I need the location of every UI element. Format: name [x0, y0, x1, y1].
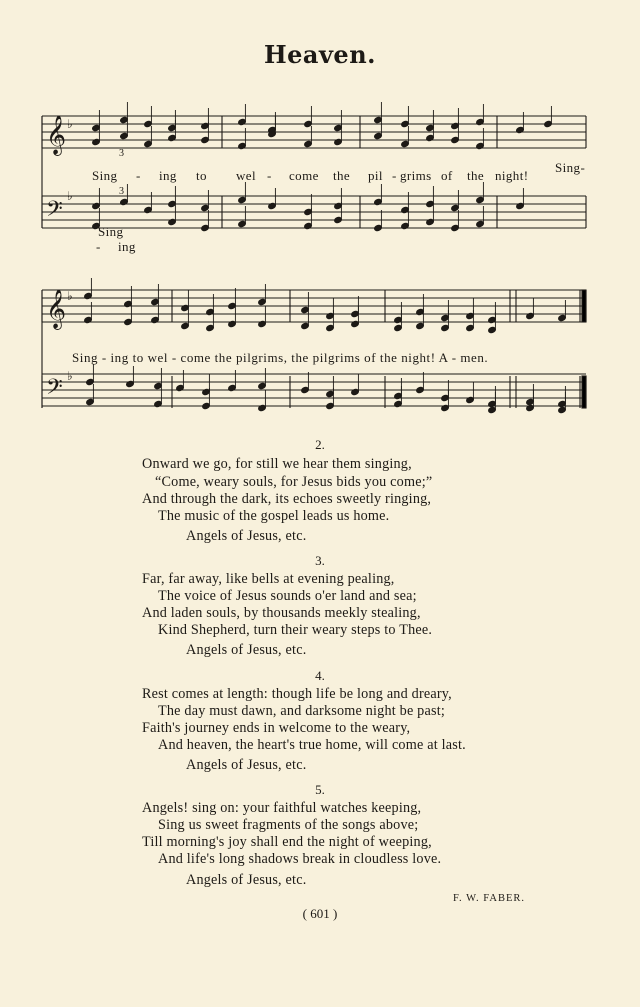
- lyric-line-system2: Sing - ing to wel - come the pilgrims, the pilgrims of the night! A - men.: [72, 350, 489, 365]
- verse-refrain: Angels of Jesus, etc.: [186, 528, 307, 544]
- verse-line: And laden souls, by thousands meekly stealing,: [142, 605, 421, 621]
- author-credit: F. W. FABER.: [453, 893, 525, 904]
- lyric-bass-sing: Sing: [98, 224, 124, 239]
- lyric-of: of: [441, 168, 453, 183]
- bass-clef-icon: 𝄢: [46, 197, 63, 227]
- verse-refrain: Angels of Jesus, etc.: [186, 642, 307, 658]
- verse-refrain: Angels of Jesus, etc.: [186, 872, 307, 888]
- verse-line: And life's long shadows break in cloudless love.: [158, 851, 442, 867]
- verse-line: And through the dark, its echoes sweetly ringing,: [142, 491, 432, 507]
- verse-line: Kind Shepherd, turn their weary steps to Thee.: [158, 622, 433, 638]
- lyric-grims: grims: [400, 168, 432, 183]
- verse-line: Onward we go, for still we hear them singing,: [142, 456, 412, 472]
- verse-number: 4.: [315, 668, 325, 683]
- hymn-title: Heaven.: [263, 40, 376, 69]
- verse-line: The day must dawn, and darksome night be past;: [158, 703, 445, 719]
- triplet-mark: 3: [119, 148, 125, 159]
- verse-line: Sing us sweet fragments of the songs above;: [158, 817, 419, 833]
- flat-icon: ♭: [67, 117, 73, 131]
- verse-number: 2.: [315, 437, 325, 452]
- flat-icon: ♭: [67, 189, 73, 203]
- verse-line: The music of the gospel leads us home.: [158, 508, 390, 524]
- verse-line: Angels! sing on: your faithful watches keeping,: [142, 800, 422, 816]
- lyric-hyphen: -: [392, 168, 397, 183]
- lyric-the: the: [333, 168, 351, 183]
- verse-refrain: Angels of Jesus, etc.: [186, 757, 307, 773]
- bass-clef-icon: 𝄢: [46, 375, 63, 405]
- lyric-to: to: [196, 168, 207, 183]
- verse-line: Till morning's joy shall end the night of weeping,: [142, 834, 432, 850]
- verse-line: Faith's journey ends in welcome to the weary,: [142, 720, 411, 736]
- lyric-ing: ing: [159, 168, 177, 183]
- lyric-sing: Sing: [92, 168, 118, 183]
- verse-line: The voice of Jesus sounds o'er land and sea;: [158, 588, 417, 604]
- lyric-come: come: [289, 168, 319, 183]
- triplet-mark: 3: [119, 186, 125, 197]
- lyric-night: night!: [495, 168, 529, 183]
- flat-icon: ♭: [67, 369, 73, 383]
- lyric-the: the: [467, 168, 485, 183]
- page-number: ( 601 ): [302, 906, 338, 921]
- lyric-hyphen: -: [136, 168, 141, 183]
- lyric-wel: wel: [236, 168, 256, 183]
- verse-number: 5.: [315, 782, 325, 797]
- lyric-sing-pickup: Sing-: [555, 160, 586, 175]
- lyric-bass-ing: ing: [118, 239, 136, 254]
- verse-line: Far, far away, like bells at evening pealing,: [142, 571, 395, 587]
- treble-clef-icon: 𝄞: [46, 115, 67, 155]
- treble-clef-icon: 𝄞: [46, 289, 67, 329]
- verse-line: And heaven, the heart's true home, will come at last.: [158, 737, 466, 753]
- flat-icon: ♭: [67, 289, 73, 303]
- verse-line: Rest comes at length: though life be long and dreary,: [142, 686, 452, 702]
- sheet-music: [0, 0, 640, 440]
- final-barline: [582, 290, 586, 322]
- lyric-bass-hyphen: -: [96, 239, 101, 254]
- lyric-pil: pil: [368, 168, 383, 183]
- final-barline: [582, 376, 586, 408]
- verse-line: “Come, weary souls, for Jesus bids you come;”: [155, 474, 433, 490]
- lyric-hyphen: -: [267, 168, 272, 183]
- verse-number: 3.: [315, 553, 325, 568]
